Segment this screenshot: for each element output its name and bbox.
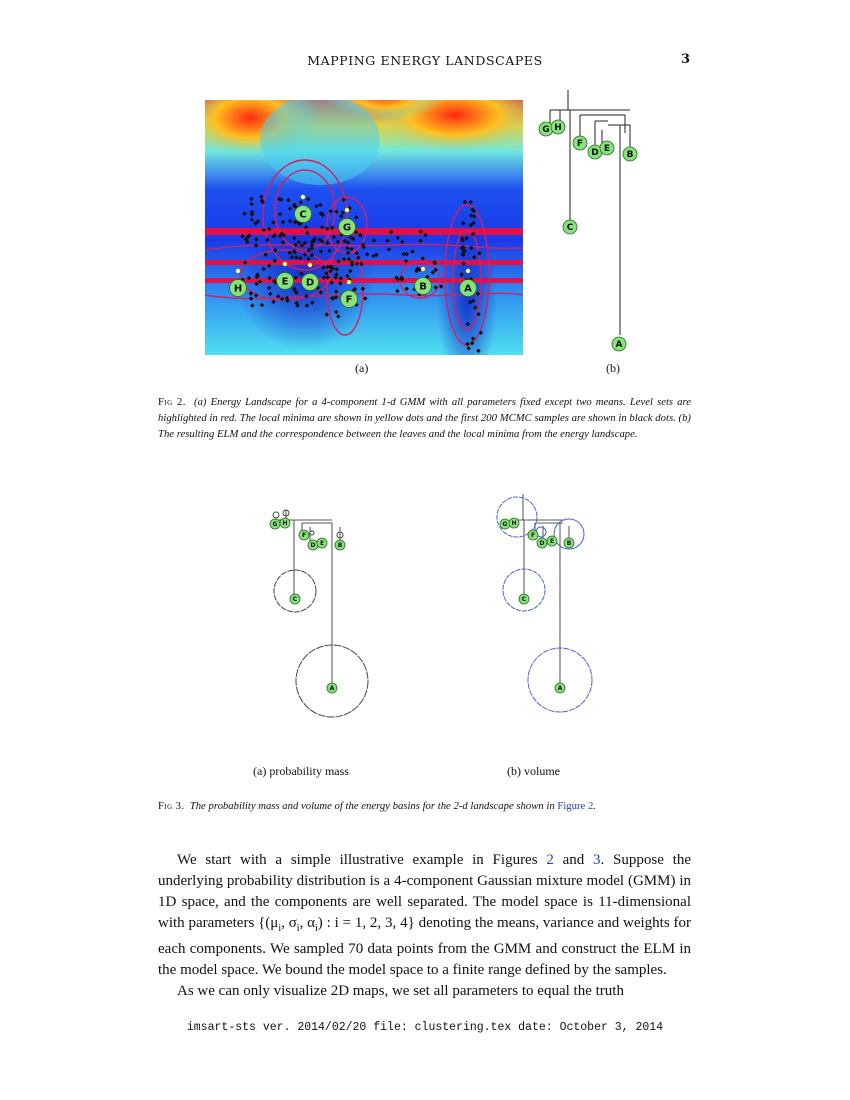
leaf-label-e: E	[549, 538, 555, 546]
p1-text-f: ) : i = 1, 2, 3, 4} denoting the means, variance and weights for each components. We sampled 70 data points from the GMM and construct the ELM in the model space. We bound the model space to a finite range defined by the samples.	[158, 915, 691, 978]
minimum-dot-h	[236, 269, 240, 273]
leaf-label-d: D	[591, 148, 599, 159]
fig3-caption-label: Fig 3.	[158, 800, 185, 812]
minimum-dot-d	[308, 263, 312, 267]
leaf-label-e: E	[319, 540, 325, 548]
leaf-label-c: C	[292, 596, 298, 604]
leaf-label-a: A	[557, 685, 563, 693]
leaf-label-f: F	[301, 532, 307, 540]
leaf-label-h: H	[511, 520, 517, 528]
leaf-label-f: F	[576, 139, 584, 150]
figure-3-ref-link[interactable]: 3	[593, 852, 601, 868]
figure-2-link[interactable]: Figure 2	[557, 800, 594, 812]
page-number: 3	[680, 52, 690, 67]
p1-text-a: We start with a simple illustrative example in Figures	[177, 852, 547, 868]
fig3-caption-text: The probability mass and volume of the energy basins for the 2-d landscape shown in	[189, 800, 555, 812]
leaf-label-h: H	[554, 123, 562, 134]
leaf-label-b: B	[566, 540, 572, 548]
fig3-panel-b-label: (b) volume	[507, 764, 560, 778]
minimum-dot-f	[347, 280, 351, 284]
leaf-label-c: C	[566, 223, 574, 234]
body-text	[158, 850, 691, 1002]
leaf-label-a: A	[329, 685, 335, 693]
leaf-label-e: E	[603, 144, 611, 155]
figure3-caption	[158, 798, 691, 814]
leaf-label-c: C	[299, 209, 307, 221]
leaf-label-c: C	[521, 596, 527, 604]
leaf-label-g: G	[542, 125, 550, 136]
figure-2-ref-link[interactable]: 2	[546, 852, 554, 868]
p1-text-d: , σ	[281, 915, 297, 931]
leaf-label-f: F	[345, 294, 353, 306]
leaf-label-h: H	[282, 520, 288, 528]
leaf-label-h: H	[233, 283, 243, 295]
leaf-label-b: B	[337, 542, 343, 550]
running-title: MAPPING ENERGY LANDSCAPES	[307, 53, 543, 68]
p1-text-b: and	[553, 852, 594, 868]
leaf-label-e: E	[281, 276, 289, 288]
minimum-dot-a	[466, 269, 470, 273]
figure2-caption	[158, 394, 691, 442]
leaf-label-d: D	[539, 540, 545, 548]
fig2-panel-a-label: (a)	[355, 361, 369, 375]
minimum-dot-e	[283, 262, 287, 266]
leaf-label-g: G	[272, 521, 278, 529]
minimum-dot-c	[301, 195, 305, 199]
leaf-label-d: D	[305, 277, 315, 289]
minimum-dot-b	[421, 267, 425, 271]
leaf-label-a: A	[464, 283, 472, 295]
leaf-label-d: D	[310, 542, 316, 550]
paragraph-2: As we can only visualize 2D maps, we set all parameters to equal the truth	[177, 983, 624, 999]
p1-text-e: , α	[299, 915, 315, 931]
leaf-label-a: A	[615, 340, 623, 351]
elm-tree-diagram	[530, 85, 650, 355]
paragraph-1: We start with a simple illustrative example in Figures 2 and 3. Suppose the underlying probability distribution is a 4-component Gaussian mixture model (GMM) in 1D space, and the components are well separated. The model space is 11-dimensional with parameters {($\mu_i$, $\sigma_i$, $\alpha_i$) : i = 1, 2, 3, 4} denoting the means, variance and weights for each components. We sampled 70 data points from the GMM and construct the ELM in the model space. We bound the model space to a finite range defined by the samples.	[158, 852, 691, 978]
leaf-label-g: G	[342, 222, 352, 234]
leaf-label-b: B	[419, 281, 427, 293]
fig2-caption-label: Fig 2.	[158, 396, 186, 408]
fig2-panel-b-label: (b)	[606, 361, 620, 375]
energy-landscape-plot	[205, 100, 523, 355]
leaf-label-b: B	[626, 150, 634, 161]
volume-tree	[495, 492, 605, 722]
fig3-caption-end: .	[593, 800, 596, 812]
fig3-panel-a-label: (a) probability mass	[253, 764, 349, 778]
leaf-label-g: G	[502, 521, 508, 529]
p1-text-c: . Suppose the underlying probability distribution is a 4-component Gaussian mixture model (GMM) in 1D space, and the components are well separated. The model space is 11-dimensional with parameters {(μ	[158, 852, 691, 931]
page-footer: imsart-sts ver. 2014/02/20 file: clustering.tex date: October 3, 2014	[186, 1021, 664, 1034]
leaf-label-f: F	[530, 532, 536, 540]
minimum-dot-g	[345, 208, 349, 212]
fig2-caption-text: (a) Energy Landscape for a 4-component 1-d GMM with all parameters fixed except two means. Level sets are highlighted in red. The local minima are shown in yellow dots and the first 200 MCMC samples are shown in black dots. (b) The resulting ELM and the correspondence between the leaves and the local minima from the energy landscape.	[158, 396, 692, 440]
probability-mass-tree	[262, 505, 382, 720]
